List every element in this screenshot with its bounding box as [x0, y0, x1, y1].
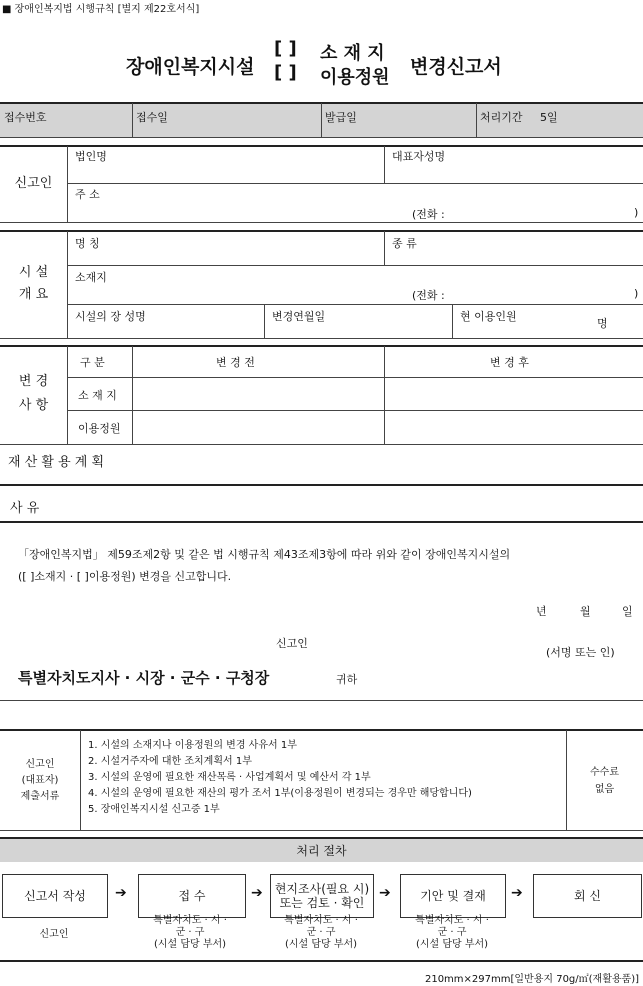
fee-label: 수수료: [590, 767, 619, 778]
changes-section-line2: 사 항: [18, 398, 49, 413]
representative-name-label[interactable]: 대표자성명: [392, 150, 446, 163]
fee: [566, 764, 643, 798]
current-users-label[interactable]: 현 이용인원: [460, 310, 517, 323]
applicant-address-label[interactable]: 주 소: [75, 188, 100, 201]
step-label: 기안 및 결재: [420, 889, 486, 903]
procedure-title: 처리 절차: [296, 844, 347, 858]
document-item: 5. 장애인복지시설 신고증 1부: [88, 804, 220, 815]
document-item: 3. 시설의 운영에 필요한 재산목록 · 사업계획서 및 예산서 각 1부: [88, 772, 371, 783]
signature-label[interactable]: (서명 또는 인): [546, 646, 615, 659]
step-caption: [392, 915, 512, 951]
facility-location-label[interactable]: 소재지: [75, 271, 107, 284]
declaration-applicant: 신고인: [276, 637, 308, 650]
bracket-location[interactable]: [ ]: [274, 38, 297, 59]
step-label: 신고서 작성: [24, 889, 86, 903]
col-type-header: 구 분: [80, 356, 105, 369]
corp-name-label[interactable]: 법인명: [75, 150, 107, 163]
arrow-right-icon: ➔: [115, 885, 127, 901]
processing-period-value: 5일: [540, 111, 558, 124]
row-location-label: 소 재 지: [78, 389, 117, 402]
document-item: 2. 시설거주자에 대한 조치계획서 1부: [88, 756, 252, 767]
option-location: 소 재 지: [320, 43, 385, 64]
document-item: 1. 시설의 소재지나 이용정원의 변경 사유서 1부: [88, 740, 297, 751]
form-reference: ■ 장애인복지법 시행규칙 [별지 제22호서식]: [2, 4, 200, 15]
documents-list: [88, 738, 472, 818]
documents-label-line3: 제출서류: [20, 791, 60, 802]
applicant-phone-label[interactable]: (전화 :: [412, 208, 445, 221]
step-label: 현지조사(필요 시): [274, 882, 370, 896]
reason-label[interactable]: 사 유: [10, 501, 40, 516]
caption-line: (시설 담당 부서): [284, 939, 358, 950]
step-label: 회 신: [574, 889, 601, 903]
col-before-header: 변 경 전: [216, 356, 255, 369]
caption-line: 특별자치도 · 시 ·: [415, 915, 489, 926]
step-label-line2: 또는 검토 · 확인: [279, 896, 365, 910]
step-caption: [261, 915, 381, 951]
recipient-suffix: 귀하: [336, 673, 358, 686]
caption-line: (시설 담당 부서): [153, 939, 227, 950]
facility-section-line1: 시 설: [18, 265, 49, 280]
col-after-header: 변 경 후: [490, 356, 529, 369]
facility-head-name-label[interactable]: 시설의 장 성명: [75, 310, 146, 323]
caption-line: 특별자치도 · 시 ·: [153, 915, 227, 926]
step-draft-approval: [400, 874, 506, 918]
issue-date[interactable]: 발급일: [325, 111, 357, 124]
caption-line: 특별자치도 · 시 ·: [284, 915, 358, 926]
step-caption: [130, 915, 250, 951]
documents-label-line2: (대표자): [21, 775, 59, 786]
facility-type-label[interactable]: 종 류: [392, 237, 417, 250]
declaration-line2: ([ ]소재지 · [ ]이용정원) 변경을 신고합니다.: [18, 570, 232, 583]
property-plan-label[interactable]: 재 산 활 용 계 획: [8, 455, 105, 470]
arrow-right-icon: ➔: [251, 885, 263, 901]
step-caption: [2, 929, 106, 941]
row-capacity-label: 이용정원: [78, 422, 121, 435]
step-reply: [533, 874, 642, 918]
caption-line: (시설 담당 부서): [415, 939, 489, 950]
step-label: 접 수: [178, 889, 206, 903]
fee-value: 없음: [594, 784, 615, 795]
change-date-label[interactable]: 변경연월일: [272, 310, 326, 323]
facility-phone-label[interactable]: (전화 :: [412, 289, 445, 302]
option-capacity: 이용정원: [320, 67, 390, 88]
caption-line: 군 · 구: [437, 927, 467, 938]
document-item: 4. 시설의 운영에 필요한 재산의 평가 조서 1부(이용정원이 변경되는 경우만 해당합니다): [88, 788, 472, 799]
declaration-line1: 「장애인복지법」 제59조제2항 및 같은 법 시행규칙 제43조제3항에 따라 위와 같이 장애인복지시설의: [18, 548, 511, 561]
step-write-application: [2, 874, 108, 918]
caption-line: 군 · 구: [306, 927, 336, 938]
title-left: 장애인복지시설: [126, 56, 255, 78]
caption-line: 군 · 구: [175, 927, 205, 938]
documents-label: [0, 757, 80, 805]
changes-section-line1: 변 경: [18, 374, 49, 389]
users-unit: 명: [597, 317, 608, 330]
applicant-phone-close: ): [634, 206, 639, 219]
applicant-section: 신고인: [14, 176, 53, 191]
arrow-right-icon: ➔: [511, 885, 523, 901]
receipt-date[interactable]: 접수일: [136, 111, 168, 124]
caption-line: 신고인: [39, 929, 69, 940]
title-right: 변경신고서: [410, 56, 502, 78]
date-year[interactable]: 년: [536, 605, 547, 618]
processing-period-label: 처리기간: [480, 111, 523, 124]
step-reception: [138, 874, 246, 918]
arrow-right-icon: ➔: [379, 885, 391, 901]
date-day[interactable]: 일: [622, 605, 633, 618]
facility-section-line2: 개 요: [18, 287, 49, 302]
facility-phone-close: ): [634, 287, 639, 300]
step-site-inspection: [270, 874, 374, 918]
date-month[interactable]: 월: [580, 605, 591, 618]
bracket-capacity[interactable]: [ ]: [274, 62, 297, 83]
receipt-number[interactable]: 접수번호: [4, 111, 47, 124]
documents-label-line1: 신고인: [25, 759, 55, 770]
paper-spec: 210mm×297mm[일반용지 70g/㎡(재활용품)]: [424, 974, 639, 985]
recipient: 특별자치도지사 · 시장 · 군수 · 구청장: [18, 669, 270, 687]
facility-name-label[interactable]: 명 칭: [75, 237, 100, 250]
